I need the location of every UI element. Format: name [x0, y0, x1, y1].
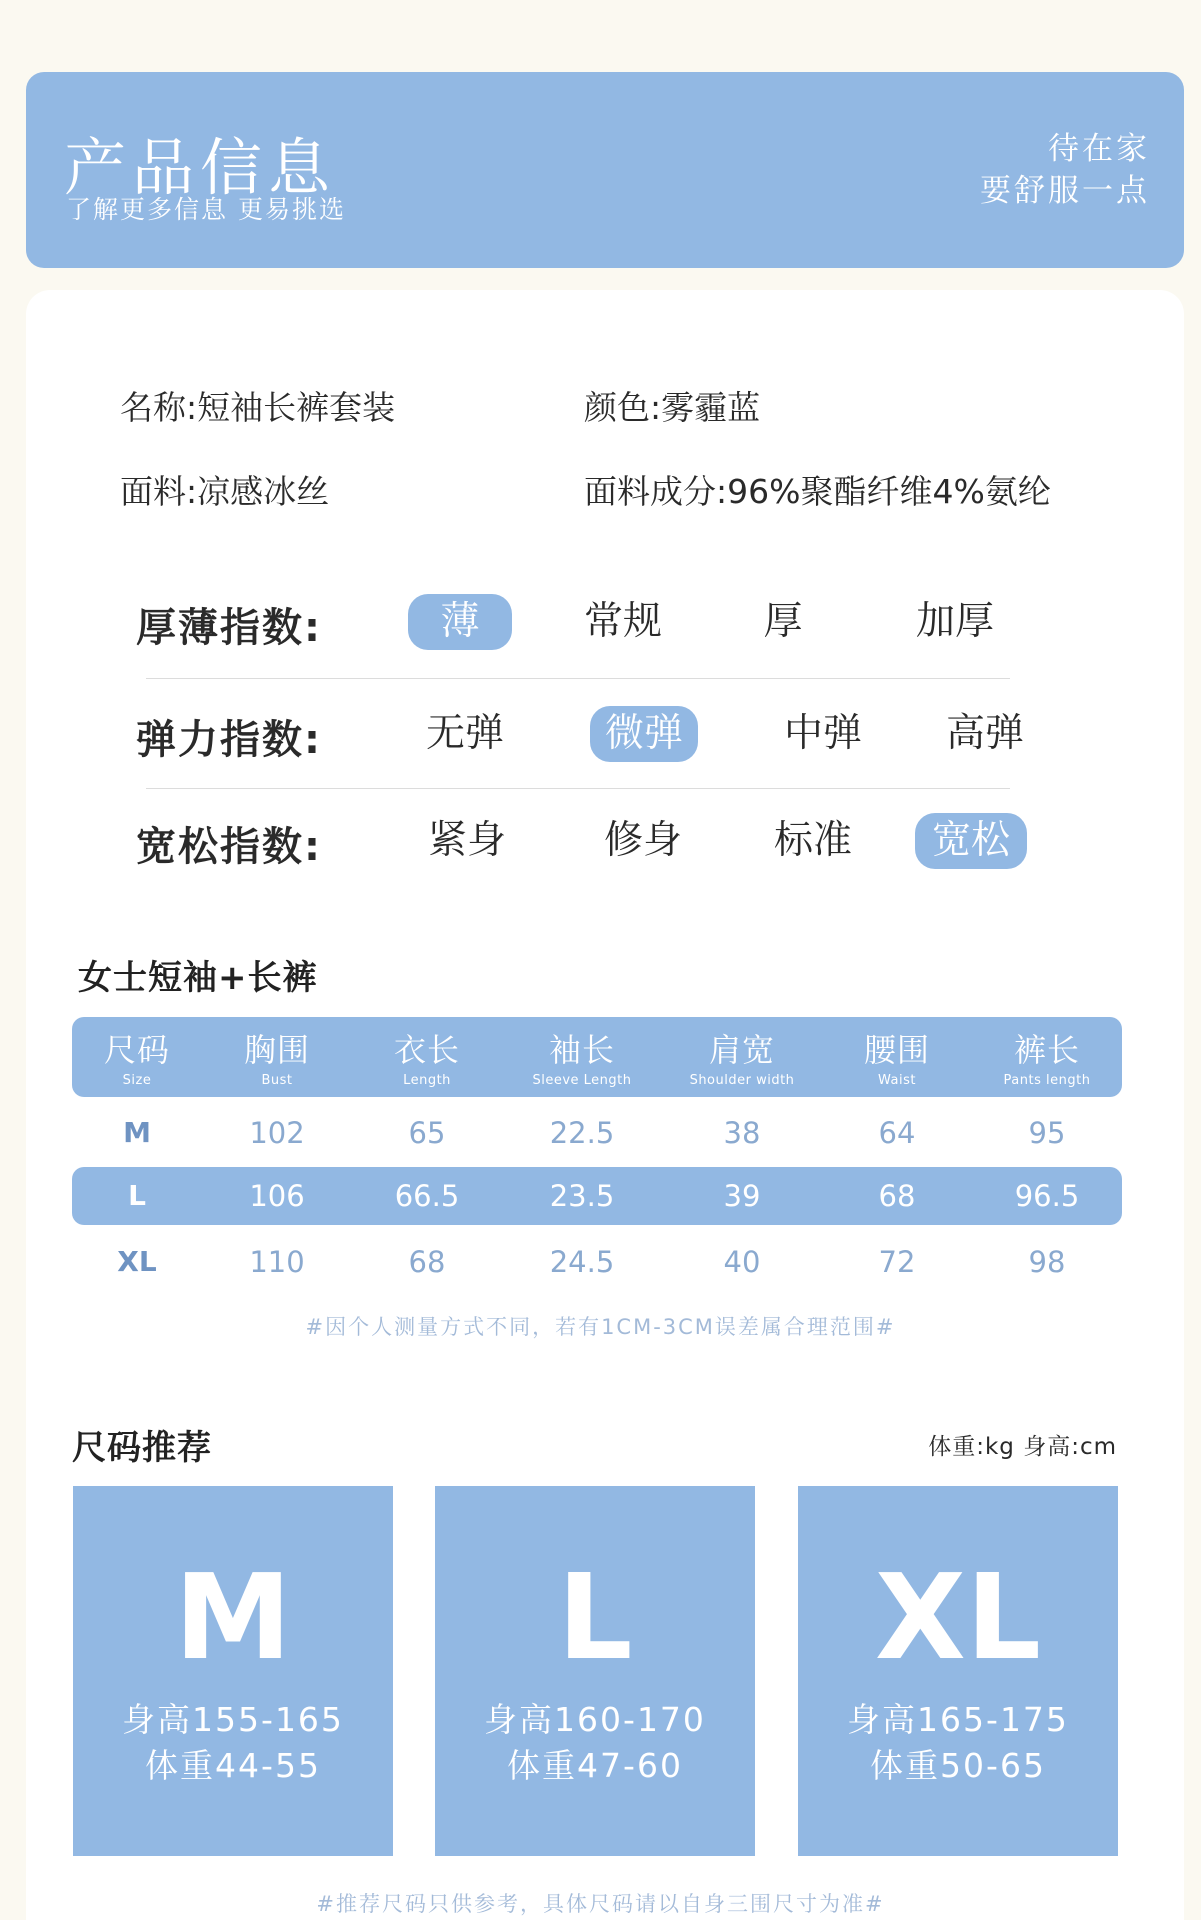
header-shoulder-width: 肩宽 Shoulder width: [689, 1031, 795, 1088]
thickness-index-label: 厚薄指数:: [136, 605, 322, 651]
cell-waist: 68: [878, 1179, 916, 1213]
table-row: [72, 1104, 1122, 1162]
cell-size: M: [123, 1116, 151, 1149]
size-table-header: [72, 1017, 1122, 1097]
cell-shoulder-width: 38: [723, 1116, 761, 1150]
cell-length: 66.5: [394, 1179, 460, 1213]
looseness-index-row: [110, 797, 1010, 887]
recommend-note: #推荐尺码只供参考，具体尺码请以自身三围尺寸为准#: [316, 1892, 885, 1916]
recommend-weight: 体重47-60: [507, 1746, 683, 1785]
units-label: 体重:kg 身高:cm: [928, 1434, 1117, 1460]
elasticity-index-row: [110, 690, 1024, 780]
product-fabric: 面料:凉感冰丝: [120, 472, 330, 511]
slogan-line-1: 待在家: [1048, 131, 1150, 167]
slogan: [980, 128, 1150, 212]
elasticity-index-label: 弹力指数:: [136, 717, 322, 763]
product-name: 名称:短袖长裤套装: [120, 388, 396, 427]
divider: [146, 678, 1010, 679]
cell-sleeve-length: 23.5: [549, 1179, 615, 1213]
header-length: 衣长 Length: [393, 1031, 460, 1088]
cell-bust: 102: [249, 1116, 305, 1150]
recommend-weight: 体重44-55: [145, 1746, 321, 1785]
product-composition: 面料成分:96%聚酯纤维4%氨纶: [584, 472, 1051, 511]
product-color: 颜色:雾霾蓝: [584, 388, 761, 427]
page-title: 产品信息: [64, 131, 337, 204]
cell-bust: 106: [249, 1179, 305, 1213]
measurement-note: #因个人测量方式不同，若有1CM-3CM误差属合理范围#: [305, 1315, 896, 1339]
recommend-card-m: [73, 1486, 393, 1856]
recommend-title: 尺码推荐: [72, 1428, 212, 1468]
looseness-option-slim: 修身: [603, 818, 682, 863]
cell-bust: 110: [249, 1245, 305, 1279]
recommend-card-l: [435, 1486, 755, 1856]
elasticity-option-high: 高弹: [945, 711, 1024, 756]
recommend-size: L: [557, 1548, 633, 1686]
thickness-option-extra-thick: 加厚: [915, 599, 994, 644]
cell-pants-length: 95: [1028, 1116, 1066, 1150]
elasticity-option-slight: 微弹: [590, 706, 698, 762]
header-size: 尺码 Size: [103, 1031, 170, 1088]
cell-length: 68: [408, 1245, 446, 1279]
cell-pants-length: 96.5: [1014, 1179, 1080, 1213]
recommend-height: 身高155-165: [122, 1700, 344, 1739]
thickness-index-row: [110, 578, 1010, 668]
header-pants-length: 裤长 Pants length: [1003, 1031, 1091, 1088]
header-waist: 腰围 Waist: [863, 1031, 930, 1088]
header-banner: [26, 72, 1184, 268]
recommend-height: 身高160-170: [484, 1700, 706, 1739]
page-subtitle: 了解更多信息 更易挑选: [66, 195, 346, 224]
size-table-title: 女士短袖+长裤: [78, 958, 318, 998]
header-bust: 胸围 Bust: [243, 1031, 310, 1088]
elasticity-option-none: 无弹: [425, 711, 504, 756]
elasticity-option-medium: 中弹: [783, 711, 862, 756]
looseness-option-loose: 宽松: [915, 813, 1027, 869]
recommend-card-xl: [798, 1486, 1118, 1856]
recommend-size: M: [174, 1548, 292, 1686]
cell-sleeve-length: 22.5: [549, 1116, 615, 1150]
header-sleeve-length: 袖长 Sleeve Length: [532, 1031, 632, 1088]
table-row: [72, 1167, 1122, 1225]
cell-sleeve-length: 24.5: [549, 1245, 615, 1279]
table-row: [72, 1233, 1122, 1291]
slogan-line-2: 要舒服一点: [980, 173, 1150, 209]
recommend-height: 身高165-175: [847, 1700, 1069, 1739]
thickness-option-thick: 厚: [763, 599, 803, 644]
recommend-size: XL: [874, 1548, 1042, 1686]
looseness-option-tight: 紧身: [427, 818, 506, 863]
cell-size: L: [128, 1179, 146, 1212]
recommend-weight: 体重50-65: [870, 1746, 1046, 1785]
looseness-option-standard: 标准: [773, 818, 852, 863]
cell-shoulder-width: 40: [723, 1245, 761, 1279]
cell-length: 65: [408, 1116, 446, 1150]
looseness-index-label: 宽松指数:: [136, 824, 322, 870]
cell-size: XL: [117, 1245, 157, 1278]
cell-shoulder-width: 39: [723, 1179, 761, 1213]
cell-waist: 72: [878, 1245, 916, 1279]
cell-pants-length: 98: [1028, 1245, 1066, 1279]
thickness-option-regular: 常规: [583, 599, 662, 644]
thickness-option-thin: 薄: [408, 594, 512, 650]
cell-waist: 64: [878, 1116, 916, 1150]
divider: [146, 788, 1010, 789]
